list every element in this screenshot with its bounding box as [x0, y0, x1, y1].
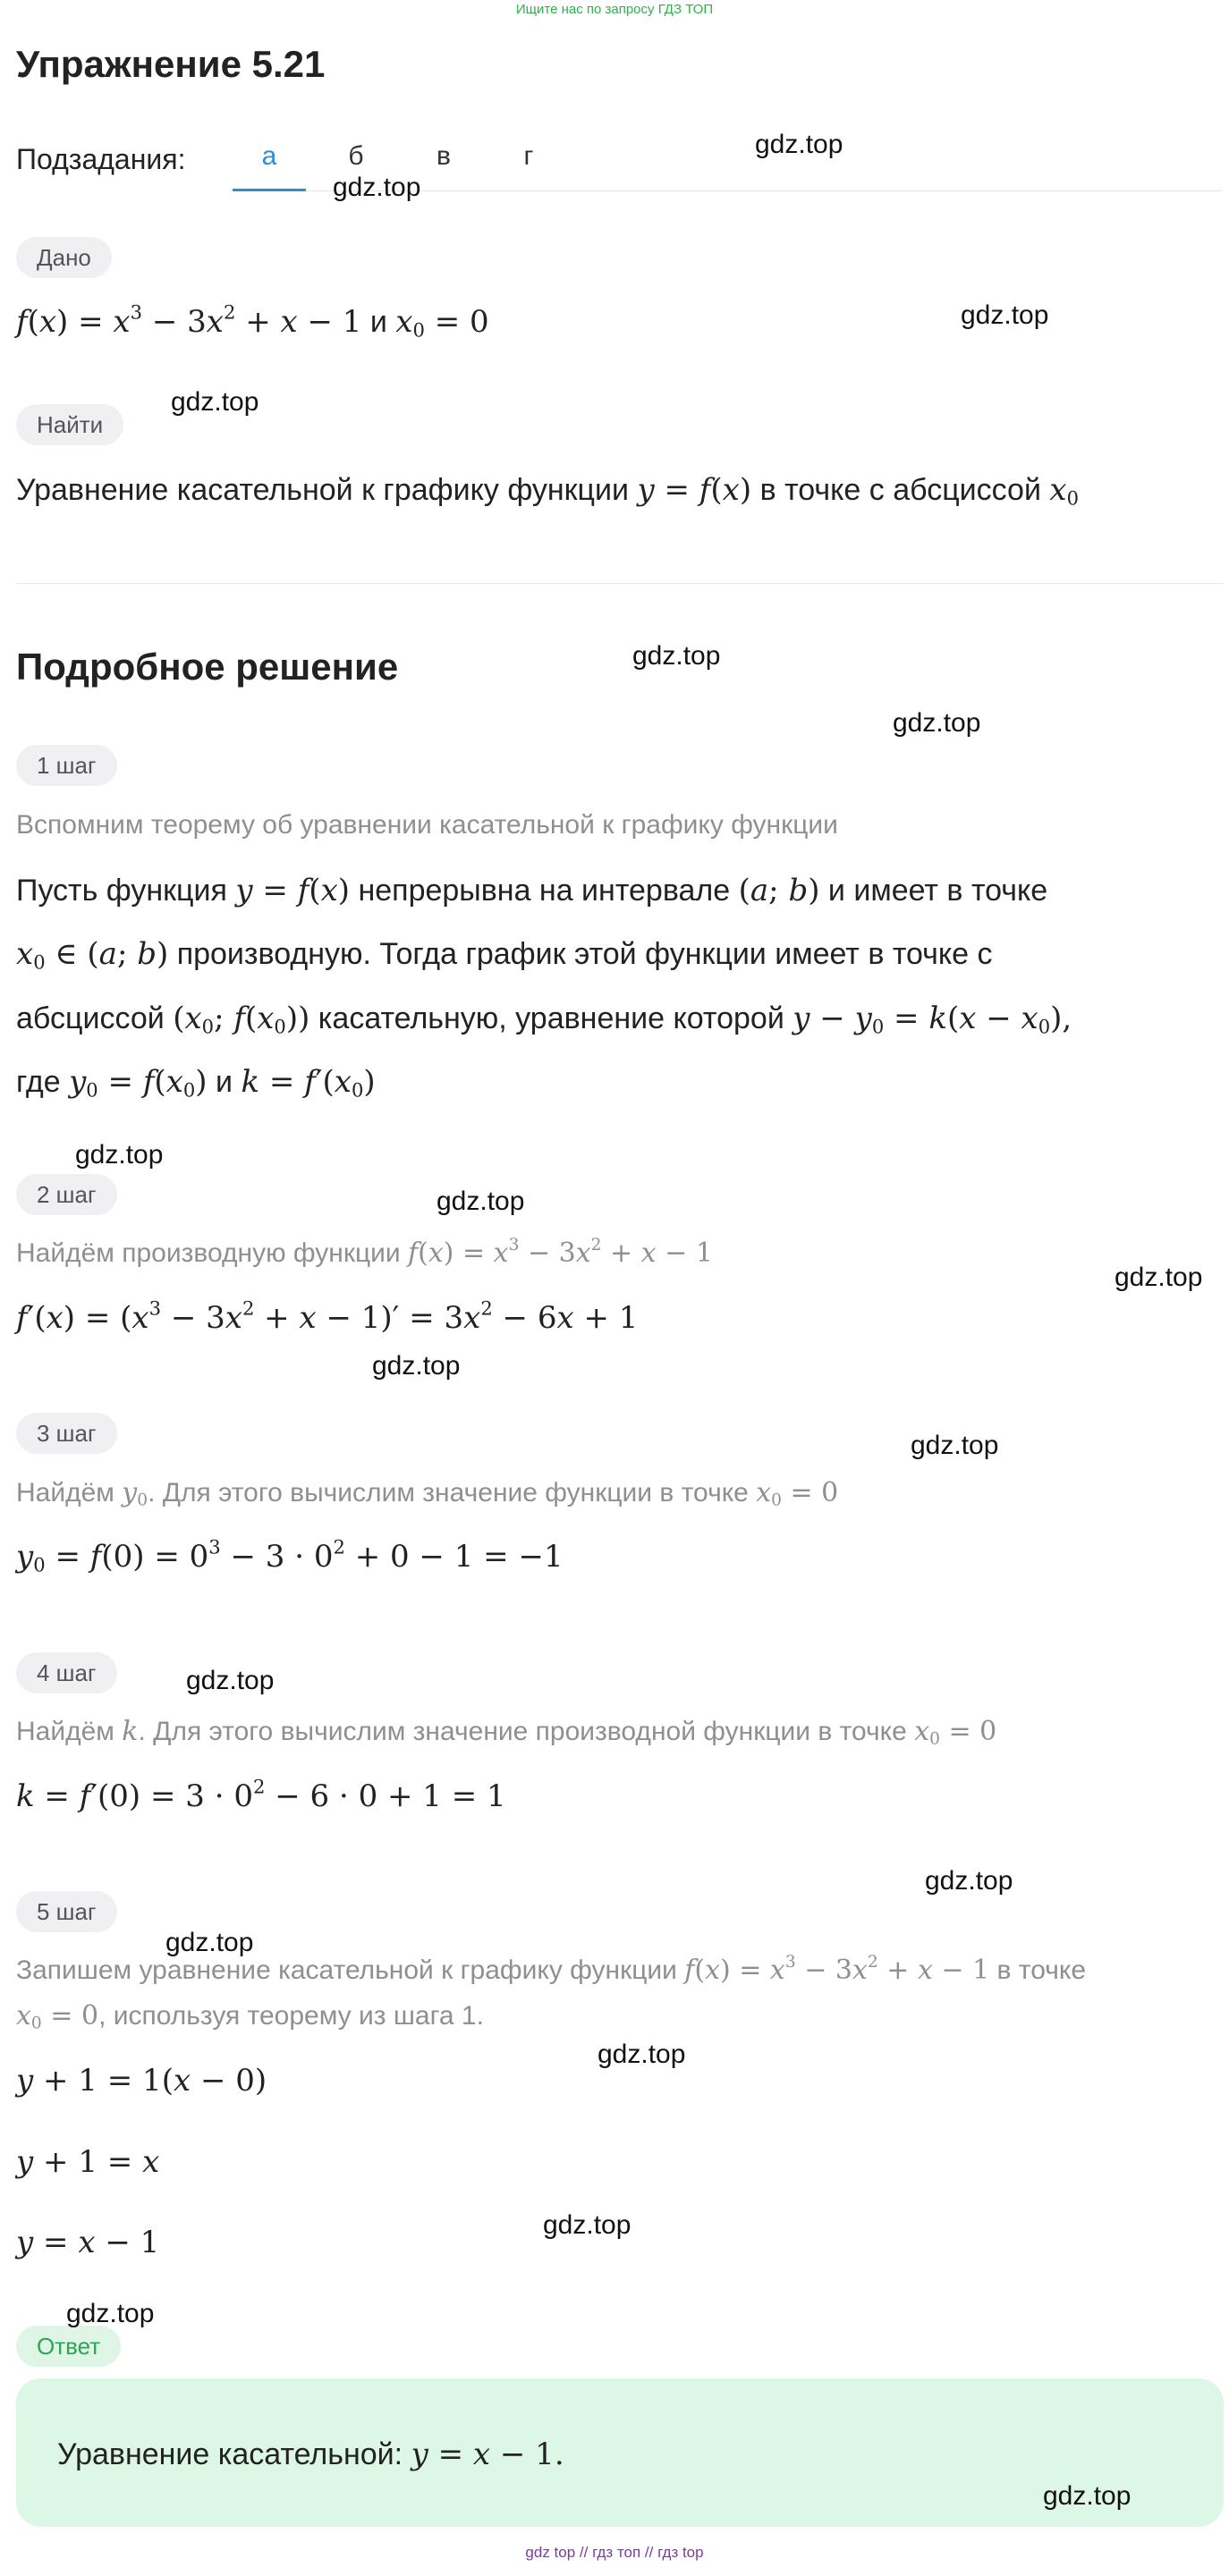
step-1-t4: производную. Тогда график этой функции имеет в точке с [176, 937, 993, 971]
given-conj: и [369, 305, 387, 339]
step-1-line-2: $x_0$ ∈ (a; b) производную. Тогда график этой функции имеет в точке с [16, 936, 993, 974]
step-2-formula: $f'(x) = (x^3 - 3x^2 + x - 1)' = 3x^2 - 6x + 1$ [16, 1296, 639, 1336]
step-5-caption-b: в точке [996, 1955, 1087, 1985]
step-1-t5: абсциссой [16, 1001, 165, 1035]
watermark: gdz.top [372, 1351, 461, 1381]
watermark: gdz.top [911, 1431, 999, 1460]
tab-b[interactable]: б [348, 141, 364, 171]
step-1-caption: Вспомним теорему об уравнении касательной к графику функции [16, 810, 838, 840]
watermark: gdz.top [598, 2040, 686, 2069]
step-4-caption-a: Найдём [16, 1717, 114, 1746]
step-2-caption: Найдём производную функции $f(x) = x^3 - 3x^2 + x - 1$ [16, 1235, 713, 1269]
step-1-line-3: абсциссой ($x_0$; $f(x_0)$) касательную, уравнение которой $y - y_0 = k(x - x_0)$, [16, 1001, 1072, 1038]
watermark: gdz.top [75, 1140, 164, 1170]
step-1-t3: и имеет в точке [827, 874, 1048, 908]
given-formula: $f(x) = x^3 - 3x^2 + x - 1$ и $x_0 = 0$ [16, 300, 489, 342]
watermark: gdz.top [543, 2210, 631, 2240]
step-1-t8: и [216, 1065, 233, 1099]
tab-v[interactable]: в [437, 141, 451, 171]
find-badge: Найти [16, 404, 123, 445]
page-title: Упражнение 5.21 [16, 43, 326, 85]
find-text-before: Уравнение касательной к графику функции [16, 473, 630, 507]
step-1-badge: 1 шаг [16, 745, 117, 786]
watermark: gdz.top [1043, 2481, 1132, 2511]
step-5-formula-3: y = x − 1 [16, 2225, 160, 2260]
step-1-t2: непрерывна на интервале [358, 874, 731, 908]
given-badge: Дано [16, 237, 112, 278]
watermark: gdz.top [1115, 1263, 1203, 1292]
subtasks-label: Подзадания: [16, 143, 186, 175]
active-tab-underline [233, 189, 306, 191]
step-3-caption-b: . Для этого вычислим значение функции в точке [148, 1478, 749, 1508]
tab-a[interactable]: а [261, 141, 277, 171]
step-3-caption-a: Найдём [16, 1478, 114, 1508]
step-5-formula-2: y + 1 = x [16, 2144, 160, 2180]
step-1-t6: касательную, уравнение которой [318, 1001, 784, 1035]
step-1-line-1: Пусть функция y = f(x) непрерывна на интервале (a; b) и имеет в точке [16, 873, 1048, 908]
watermark: gdz.top [66, 2299, 155, 2328]
step-5-caption-1: Запишем уравнение касательной к графику функции $f(x) = x^3 - 3x^2 + x - 1$ в точке [16, 1952, 1087, 1986]
watermark: gdz.top [755, 130, 843, 159]
watermark: gdz.top [437, 1187, 525, 1216]
step-5-badge: 5 шаг [16, 1891, 117, 1932]
answer-badge: Ответ [16, 2326, 121, 2367]
step-4-formula: $k = f'(0) = 3 \cdot 0^2 - 6 \cdot 0 + 1 = 1$ [16, 1775, 506, 1814]
step-2-badge: 2 шаг [16, 1174, 117, 1215]
top-note: Ищите нас по запросу ГДЗ ТОП [515, 2, 714, 17]
step-4-badge: 4 шаг [16, 1652, 117, 1693]
step-3-caption: Найдём $y_0$. Для этого вычислим значение функции в точке $x_0 = 0$ [16, 1477, 839, 1510]
watermark: gdz.top [165, 1928, 254, 1957]
step-4-caption: Найдём k. Для этого вычислим значение производной функции в точке $x_0 = 0$ [16, 1716, 997, 1749]
step-2-caption-text: Найдём производную функции [16, 1238, 401, 1268]
footer-links[interactable]: gdz top // гдз топ // гдз top [525, 2544, 704, 2561]
watermark: gdz.top [893, 708, 981, 738]
step-5-caption-c: , используя теорему из шага 1. [98, 2001, 484, 2031]
find-text-middle: в точке с абсциссой [759, 473, 1041, 507]
watermark: gdz.top [632, 641, 721, 671]
step-5-caption-a: Запишем уравнение касательной к графику функции [16, 1955, 677, 1985]
find-text: Уравнение касательной к графику функции y = f(x) в точке с абсциссой $x_0$ [16, 472, 1080, 510]
watermark: gdz.top [961, 300, 1049, 330]
watermark: gdz.top [333, 173, 421, 202]
section-divider [16, 583, 1224, 584]
step-5-caption-2: $x_0 = 0$, используя теорему из шага 1. [16, 2000, 484, 2033]
answer-text: Уравнение касательной: y = x − 1. [57, 2437, 564, 2472]
solution-title: Подробное решение [16, 646, 399, 688]
step-4-caption-b: . Для этого вычислим значение производной функции в точке [138, 1717, 907, 1746]
answer-text-label: Уравнение касательной: [57, 2437, 403, 2471]
watermark: gdz.top [171, 387, 259, 417]
tab-g[interactable]: г [523, 141, 534, 171]
step-1-line-4: где $y_0 = f(x_0)$ и $k = f'(x_0)$ [16, 1064, 376, 1102]
step-3-badge: 3 шаг [16, 1413, 117, 1454]
step-1-t7: где [16, 1065, 61, 1099]
watermark: gdz.top [925, 1866, 1013, 1896]
step-1-t1: Пусть функция [16, 874, 227, 908]
step-5-formula-1: y + 1 = 1(x − 0) [16, 2063, 267, 2099]
watermark: gdz.top [186, 1666, 275, 1695]
step-3-formula: $y_0 = f(0) = 0^3 - 3 \cdot 0^2 + 0 - 1 = -1$ [16, 1535, 564, 1576]
